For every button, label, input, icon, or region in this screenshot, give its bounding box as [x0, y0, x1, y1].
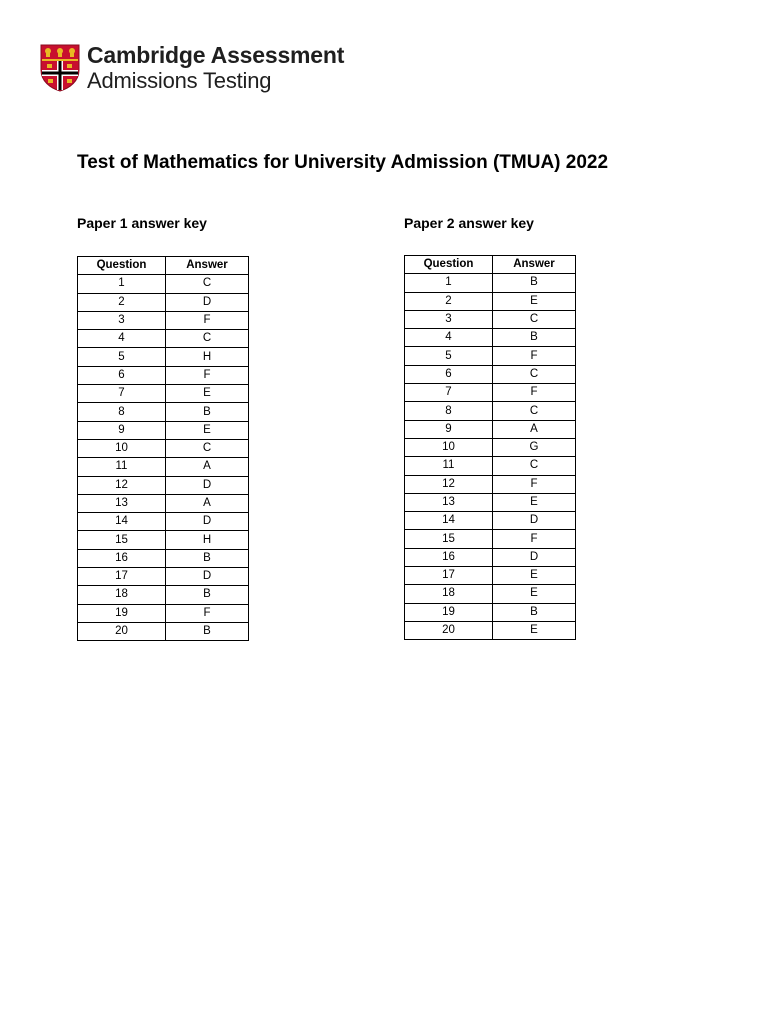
answer-cell: F — [493, 530, 576, 548]
table-row — [405, 567, 576, 585]
table-row — [78, 586, 249, 604]
answer-cell: C — [493, 457, 576, 475]
document-title: Test of Mathematics for University Admission (TMUA) 2022 — [77, 152, 609, 173]
brand-logo — [40, 44, 344, 92]
answer-cell: D — [166, 293, 249, 311]
question-number-cell: 9 — [405, 420, 493, 438]
table-row — [78, 458, 249, 476]
question-number-cell: 4 — [405, 329, 493, 347]
table-row — [78, 494, 249, 512]
question-number-cell: 15 — [405, 530, 493, 548]
brand-subtitle: Admissions Testing — [87, 68, 272, 93]
question-number-cell: 11 — [78, 458, 166, 476]
answer-cell: F — [166, 604, 249, 622]
question-number-cell: 14 — [78, 513, 166, 531]
table-header-row — [405, 256, 576, 274]
table-row — [78, 439, 249, 457]
question-number-cell: 5 — [405, 347, 493, 365]
table-row — [405, 603, 576, 621]
question-number-cell: 20 — [405, 621, 493, 639]
table-row — [405, 402, 576, 420]
answer-cell: E — [166, 421, 249, 439]
answer-cell: F — [493, 347, 576, 365]
answer-cell: B — [166, 549, 249, 567]
question-number-cell: 17 — [78, 568, 166, 586]
cambridge-shield-icon — [40, 44, 80, 92]
paper-2-table-body — [405, 274, 576, 640]
paper-1-answer-table — [77, 256, 249, 641]
question-number-cell: 3 — [78, 311, 166, 329]
question-number-cell: 18 — [405, 585, 493, 603]
answer-cell: E — [493, 567, 576, 585]
table-row — [78, 421, 249, 439]
column-header-question: Question — [78, 257, 166, 275]
answer-cell: F — [493, 475, 576, 493]
table-row — [78, 513, 249, 531]
table-row — [78, 403, 249, 421]
answer-cell: A — [493, 420, 576, 438]
table-row — [405, 475, 576, 493]
answer-cell: B — [166, 622, 249, 640]
answer-cell: C — [166, 439, 249, 457]
question-number-cell: 5 — [78, 348, 166, 366]
question-number-cell: 6 — [78, 366, 166, 384]
question-number-cell: 4 — [78, 330, 166, 348]
answer-cell: H — [166, 348, 249, 366]
table-row — [78, 348, 249, 366]
table-row — [405, 438, 576, 456]
answer-cell: D — [166, 476, 249, 494]
table-row — [78, 330, 249, 348]
column-header-answer: Answer — [493, 256, 576, 274]
question-number-cell: 2 — [405, 292, 493, 310]
question-number-cell: 9 — [78, 421, 166, 439]
answer-cell: B — [493, 603, 576, 621]
question-number-cell: 12 — [78, 476, 166, 494]
answer-cell: E — [493, 621, 576, 639]
question-number-cell: 6 — [405, 365, 493, 383]
table-row — [78, 604, 249, 622]
question-number-cell: 13 — [405, 493, 493, 511]
question-number-cell: 7 — [405, 384, 493, 402]
answer-cell: C — [166, 330, 249, 348]
question-number-cell: 3 — [405, 310, 493, 328]
table-row — [78, 311, 249, 329]
answer-cell: F — [166, 311, 249, 329]
answer-cell: C — [493, 310, 576, 328]
brand-wordmark — [87, 44, 344, 92]
answer-cell: F — [166, 366, 249, 384]
answer-cell: D — [493, 548, 576, 566]
table-row — [78, 366, 249, 384]
table-row — [405, 457, 576, 475]
answer-cell: B — [166, 586, 249, 604]
brand-name: Cambridge Assessment — [87, 42, 345, 68]
question-number-cell: 8 — [405, 402, 493, 420]
table-row — [78, 568, 249, 586]
table-row — [405, 365, 576, 383]
table-row — [78, 476, 249, 494]
question-number-cell: 1 — [405, 274, 493, 292]
answer-cell: D — [166, 513, 249, 531]
table-row — [405, 292, 576, 310]
question-number-cell: 13 — [78, 494, 166, 512]
answer-cell: A — [166, 458, 249, 476]
table-row — [78, 275, 249, 293]
question-number-cell: 18 — [78, 586, 166, 604]
table-row — [405, 621, 576, 639]
table-row — [78, 622, 249, 640]
column-header-question: Question — [405, 256, 493, 274]
table-row — [78, 293, 249, 311]
question-number-cell: 2 — [78, 293, 166, 311]
answer-cell: C — [166, 275, 249, 293]
answer-cell: D — [166, 568, 249, 586]
answer-cell: A — [166, 494, 249, 512]
answer-cell: E — [493, 292, 576, 310]
question-number-cell: 10 — [78, 439, 166, 457]
question-number-cell: 17 — [405, 567, 493, 585]
paper-2-heading: Paper 2 answer key — [404, 215, 534, 231]
paper-1-table-body — [78, 275, 249, 641]
table-row — [78, 385, 249, 403]
question-number-cell: 1 — [78, 275, 166, 293]
question-number-cell: 11 — [405, 457, 493, 475]
question-number-cell: 14 — [405, 512, 493, 530]
question-number-cell: 8 — [78, 403, 166, 421]
table-row — [405, 329, 576, 347]
table-row — [405, 530, 576, 548]
answer-cell: H — [166, 531, 249, 549]
question-number-cell: 19 — [78, 604, 166, 622]
question-number-cell: 16 — [405, 548, 493, 566]
answer-cell: G — [493, 438, 576, 456]
answer-cell: E — [493, 585, 576, 603]
paper-1-section — [77, 213, 249, 641]
answer-cell: C — [493, 365, 576, 383]
question-number-cell: 15 — [78, 531, 166, 549]
answer-cell: D — [493, 512, 576, 530]
answer-cell: B — [166, 403, 249, 421]
table-row — [405, 493, 576, 511]
answer-cell: B — [493, 329, 576, 347]
answer-cell: C — [493, 402, 576, 420]
table-row — [405, 512, 576, 530]
question-number-cell: 20 — [78, 622, 166, 640]
answer-cell: B — [493, 274, 576, 292]
table-row — [405, 585, 576, 603]
answer-cell: E — [493, 493, 576, 511]
table-row — [78, 531, 249, 549]
question-number-cell: 10 — [405, 438, 493, 456]
table-row — [405, 310, 576, 328]
table-row — [405, 548, 576, 566]
table-row — [405, 384, 576, 402]
question-number-cell: 16 — [78, 549, 166, 567]
paper-2-section — [404, 213, 576, 640]
table-row — [405, 274, 576, 292]
question-number-cell: 19 — [405, 603, 493, 621]
answer-cell: F — [493, 384, 576, 402]
answer-cell: E — [166, 385, 249, 403]
table-row — [405, 347, 576, 365]
question-number-cell: 12 — [405, 475, 493, 493]
table-header-row — [78, 257, 249, 275]
paper-2-answer-table — [404, 255, 576, 640]
table-row — [78, 549, 249, 567]
column-header-answer: Answer — [166, 257, 249, 275]
question-number-cell: 7 — [78, 385, 166, 403]
table-row — [405, 420, 576, 438]
paper-1-heading: Paper 1 answer key — [77, 215, 207, 231]
